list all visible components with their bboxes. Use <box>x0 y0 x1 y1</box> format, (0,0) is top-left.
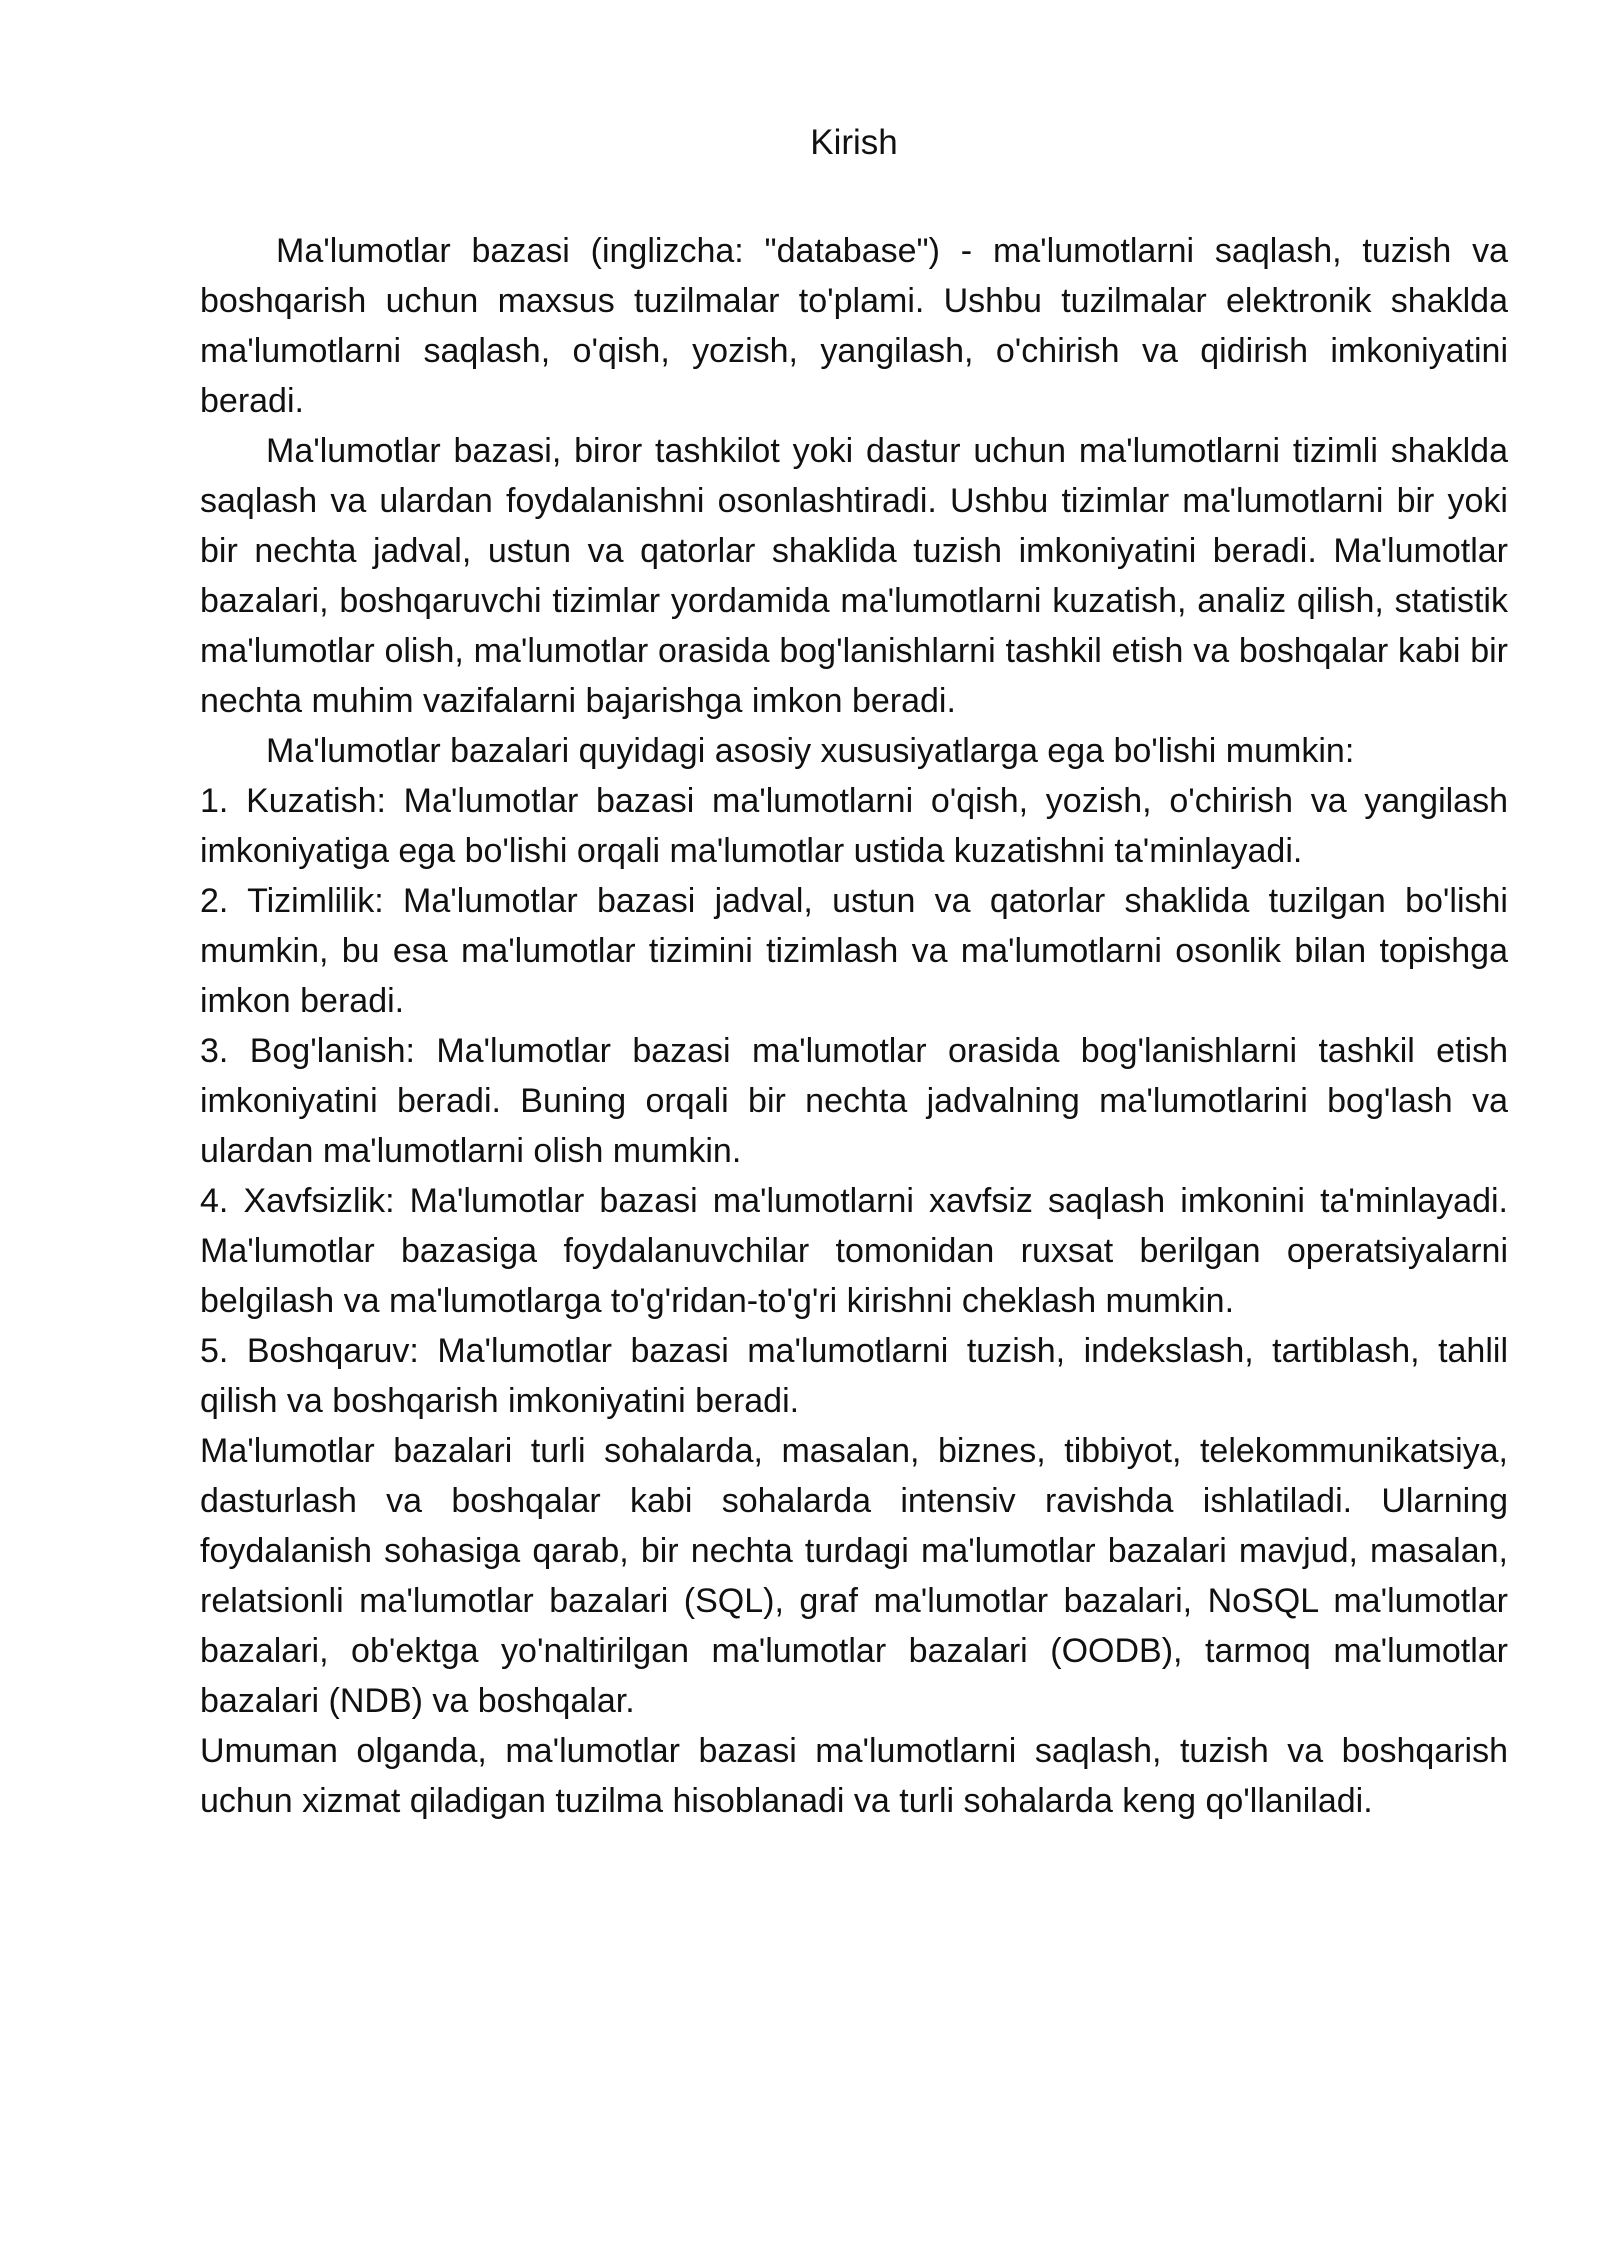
list-item-xavfsizlik: 4. Xavfsizlik: Ma'lumotlar bazasi ma'lumotlarni xavfsiz saqlash imkonini ta'minlayadi. Ma'lumotlar bazasiga foydalanuvchilar tomonidan ruxsat berilgan operatsiyalarni belgilash va ma'lumotlarga to'g'ridan-to'g'ri kirishni cheklash mumkin. <box>200 1182 1508 1320</box>
paragraph-conclusion: Umuman olganda, ma'lumotlar bazasi ma'lumotlarni saqlash, tuzish va boshqarish uchun xizmat qiladigan tuzilma hisoblanadi va turli sohalarda keng qo'llaniladi. <box>200 1732 1508 1820</box>
document-page <box>200 118 1508 1826</box>
list-item-boglanish: 3. Bog'lanish: Ma'lumotlar bazasi ma'lumotlar orasida bog'lanishlarni tashkil etish imkoniyatini beradi. Buning orqali bir nechta jadvalning ma'lumotlarini bog'lash va ulardan ma'lumotlarni olish mumkin. <box>200 1032 1508 1170</box>
paragraph-purpose: Ma'lumotlar bazasi, biror tashkilot yoki dastur uchun ma'lumotlarni tizimli shaklda saqlash va ulardan foydalanishni osonlashtiradi. Ushbu tizimlar ma'lumotlarni bir yoki bir nechta jadval, ustun va qatorlar shaklida tuzish imkoniyatini beradi. Ma'lumotlar bazalari, boshqaruvchi tizimlar yordamida ma'lumotlarni kuzatish, analiz qilish, statistik ma'lumotlar olish, ma'lumotlar orasida bog'lanishlarni tashkil etish va boshqalar kabi bir nechta muhim vazifalarni bajarishga imkon beradi. <box>200 432 1508 720</box>
list-item-kuzatish: 1. Kuzatish: Ma'lumotlar bazasi ma'lumotlarni o'qish, yozish, o'chirish va yangilash imkoniyatiga ega bo'lishi orqali ma'lumotlar ustida kuzatishni ta'minlayadi. <box>200 782 1508 870</box>
list-item-tizimlilik: 2. Tizimlilik: Ma'lumotlar bazasi jadval, ustun va qatorlar shaklida tuzilgan bo'lishi mumkin, bu esa ma'lumotlar tizimini tizimlash va ma'lumotlarni osonlik bilan topishga imkon beradi. <box>200 882 1508 1020</box>
paragraph-features-intro: Ma'lumotlar bazalari quyidagi asosiy xususiyatlarga ega bo'lishi mumkin: <box>266 732 1355 770</box>
list-item-boshqaruv: 5. Boshqaruv: Ma'lumotlar bazasi ma'lumotlarni tuzish, indekslash, tartiblash, tahlil qilish va boshqarish imkoniyatini beradi. <box>200 1332 1508 1420</box>
document-title: Kirish <box>810 123 898 162</box>
paragraph-definition: Ma'lumotlar bazasi (inglizcha: "database") - ma'lumotlarni saqlash, tuzish va boshqarish uchun maxsus tuzilmalar to'plami. Ushbu tuzilmalar elektronik shaklda ma'lumotlarni saqlash, o'qish, yozish, yangilash, o'chirish va qidirish imkoniyatini beradi. <box>200 232 1508 420</box>
paragraph-usage: Ma'lumotlar bazalari turli sohalarda, masalan, biznes, tibbiyot, telekommunikatsiya, dasturlash va boshqalar kabi sohalarda intensiv ravishda ishlatiladi. Ularning foydalanish sohasiga qarab, bir nechta turdagi ma'lumotlar bazalari mavjud, masalan, relatsionli ma'lumotlar bazalari (SQL), graf ma'lumotlar bazalari, NoSQL ma'lumotlar bazalari, ob'ektga yo'naltirilgan ma'lumotlar bazalari (OODB), tarmoq ma'lumotlar bazalari (NDB) va boshqalar. <box>200 1432 1508 1720</box>
